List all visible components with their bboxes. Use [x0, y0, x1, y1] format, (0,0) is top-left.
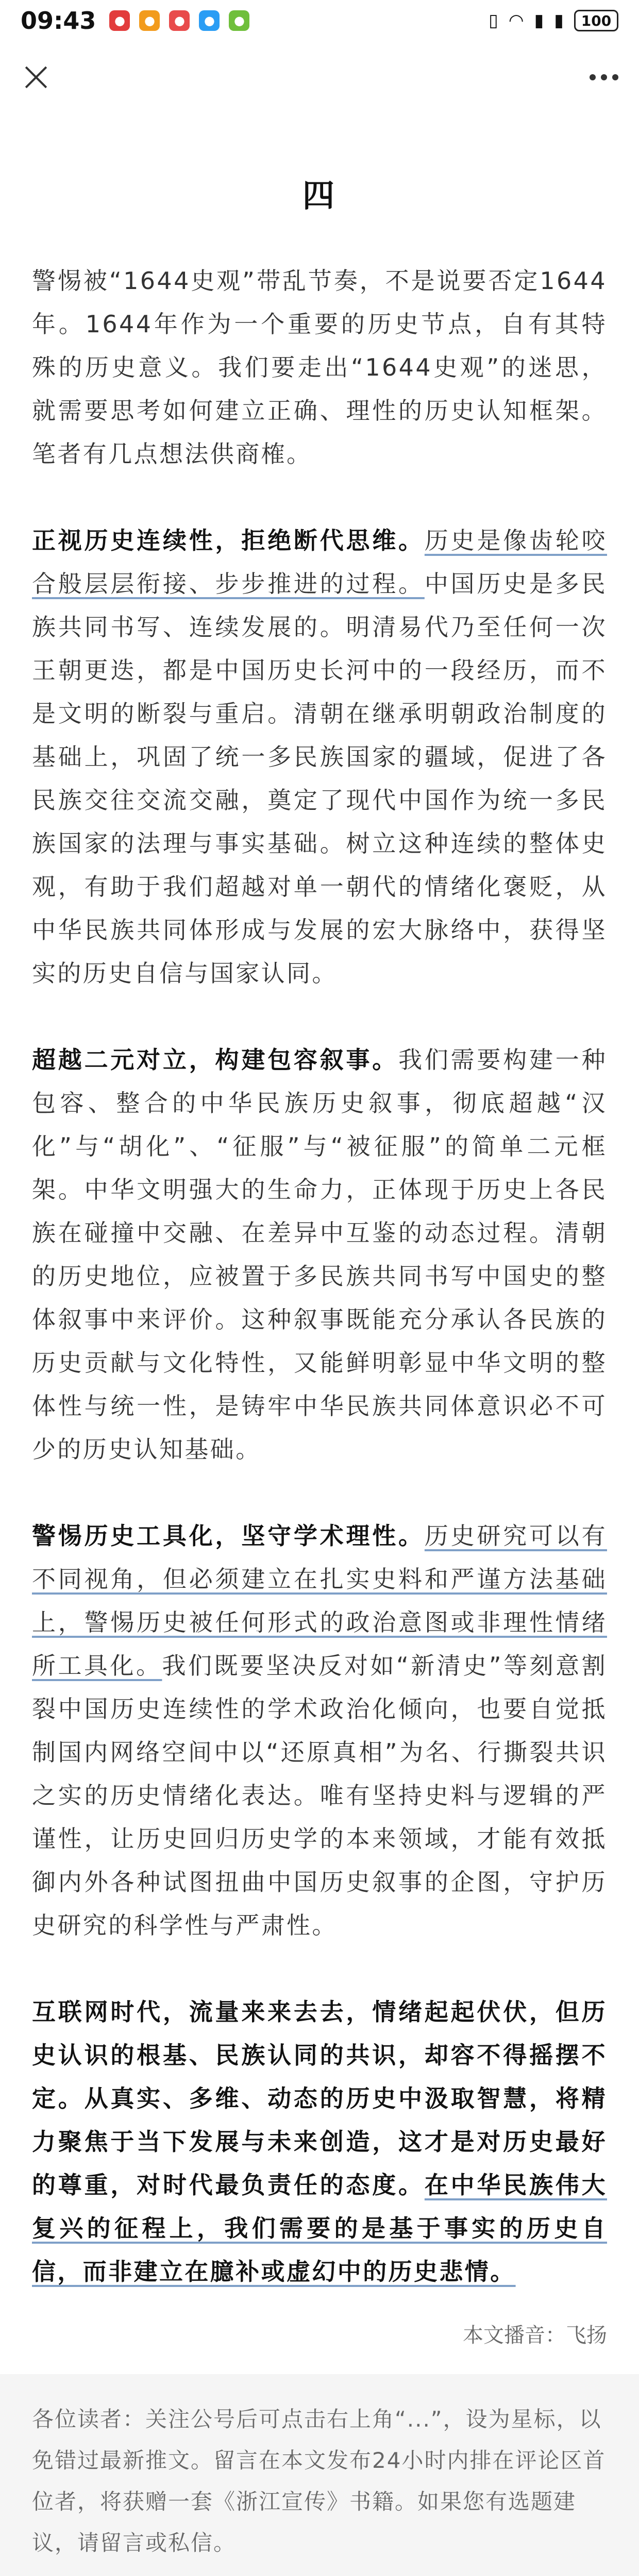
- paragraph-lead: 正视历史连续性，拒绝断代思维。: [32, 527, 425, 554]
- close-icon[interactable]: [21, 62, 52, 93]
- paragraph-lead: 警惕历史工具化，坚守学术理性。: [32, 1522, 425, 1550]
- app-notification-icon: ●: [139, 10, 160, 31]
- paragraph-text: 我们需要构建一种包容、整合的中华民族历史叙事，彻底超越“汉化”与“胡化”、“征服”与“被征服”的简单二元框架。中华文明强大的生命力，正体现于历史上各民族在碰撞中交融、在差异中互鉴的动态过程。清朝的历史地位，应被置于多民族共同书写中国史的整体叙事中来评价。这种叙事既能充分承认各民族的历史贡献与文化特性，又能鲜明彰显中华文明的整体性与统一性，是铸牢中华民族共同体意识必不可少的历史认知基础。: [32, 1046, 607, 1463]
- article-body: [32, 170, 607, 2576]
- paragraph: [32, 1038, 607, 1471]
- battery-icon: [574, 10, 618, 31]
- battery-level: 100: [574, 10, 618, 31]
- reader-notice: 各位读者：关注公号后可点击右上角“...”，设为星标，以免错过最新推文。留言在本文发布24小时内排在评论区首位者，将获赠一套《浙江宣传》书籍。如果您有选题建议，请留言或私信。: [0, 2374, 639, 2576]
- paragraph-text: 互联网时代，流量来来去去，情绪起起伏伏，但历史认识的根基、民族认同的共识，却容不得摇摆不定。从真实、多维、动态的历史中汲取智慧，将精力聚焦于当下发展与未来创造，这才是对历史最好的尊重，对时代最负责任的态度。: [32, 1998, 607, 2199]
- signal-icon: ▮: [554, 10, 564, 31]
- paragraph-text: 我们既要坚决反对如“新清史”等刻意割裂中国历史连续性的学术政治化倾向，也要自觉抵制国内网络空间中以“还原真相”为名、行撕裂共识之实的历史情绪化表达。唯有坚持史料与逻辑的严谨性，让历史回归历史学的本来领域，才能有效抵御内外各种试图扭曲中国历史叙事的企图，守护历史研究的科学性与严肃性。: [32, 1652, 607, 1939]
- underlined-text: 历史是像齿轮咬合般层层衔接、步步推进的过程。: [32, 527, 607, 598]
- paragraph: [32, 1514, 607, 1947]
- top-nav: [0, 41, 639, 113]
- status-time: 09:43: [21, 7, 96, 35]
- notification-icons: [109, 10, 249, 31]
- section-heading: 四: [302, 177, 337, 214]
- paragraph-text: 中国历史是多民族共同书写、连续发展的。明清易代乃至任何一次王朝更迭，都是中国历史长河中的一段经历，而不是文明的断裂与重启。清朝在继承明朝政治制度的基础上，巩固了统一多民族国家的疆域，促进了各民族交往交流交融，奠定了现代中国作为统一多民族国家的法理与事实基础。树立这种连续的整体史观，有助于我们超越对单一朝代的情绪化褒贬，从中华民族共同体形成与发展的宏大脉络中，获得坚实的历史自信与国家认同。: [32, 570, 607, 987]
- app-notification-icon: ●: [169, 10, 190, 31]
- wifi-icon: ◠: [508, 10, 524, 31]
- signal-icon: ▮: [534, 10, 544, 31]
- underlined-text: 在中华民族伟大复兴的征程上，我们需要的是基于事实的历史自信，而非建立在臆补或虚幻中的历史悲情。: [32, 2171, 607, 2285]
- app-notification-icon: ●: [109, 10, 130, 31]
- underlined-text: 历史研究可以有不同视角，但必须建立在扎实史料和严谨方法基础上，警惕历史被任何形式的政治意图或非理性情绪所工具化。: [32, 1522, 607, 1680]
- status-right: [489, 10, 618, 31]
- paragraph: [32, 1990, 607, 2293]
- more-icon[interactable]: [590, 74, 618, 80]
- app-notification-icon: ●: [229, 10, 249, 31]
- status-bar: [0, 0, 639, 41]
- paragraph-lead: 超越二元对立，构建包容叙事。: [32, 1046, 399, 1074]
- announcer-credit: 本文播音：飞扬: [463, 2324, 607, 2347]
- paragraph: [32, 519, 607, 995]
- paragraph: 警惕被“1644史观”带乱节奏，不是说要否定1644年。1644年作为一个重要的历史节点，自有其特殊的历史意义。我们要走出“1644史观”的迷思，就需要思考如何建立正确、理性的历史认知框架。笔者有几点想法供商榷。: [32, 267, 607, 468]
- vibrate-icon: ▯: [489, 10, 498, 31]
- app-notification-icon: ●: [199, 10, 220, 31]
